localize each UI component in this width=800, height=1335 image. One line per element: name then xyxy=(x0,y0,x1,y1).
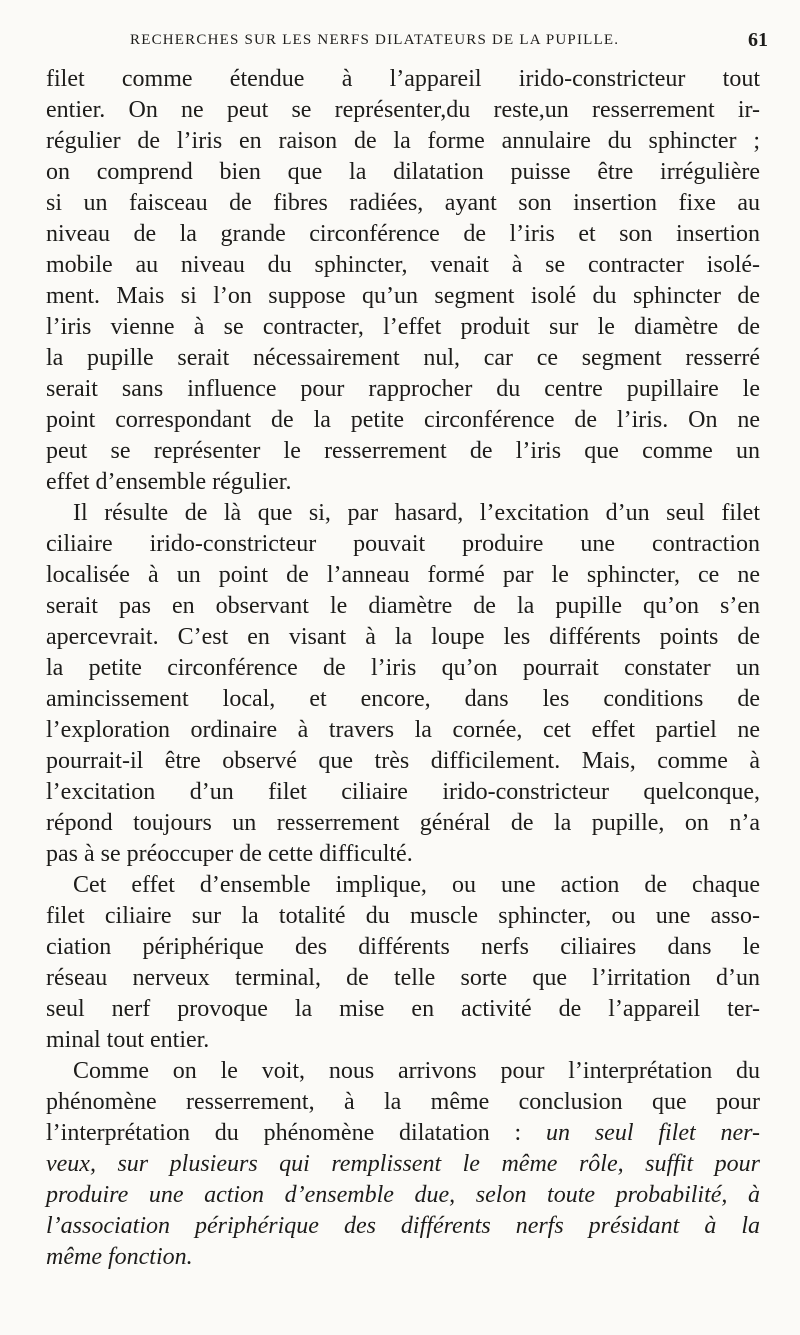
text-line: l’excitation d’un filet ciliaire irido-constricteur quelconque, xyxy=(46,779,760,805)
running-title: RECHERCHES SUR LES NERFS DILATATEURS DE LA PUPILLE. xyxy=(130,32,620,48)
text-line: la petite circonférence de l’iris qu’on pourrait constater un xyxy=(46,655,760,681)
text-line: entier. On ne peut se représenter,du reste,un resserrement ir- xyxy=(46,97,760,123)
text-line: si un faisceau de fibres radiées, ayant son insertion fixe au xyxy=(46,190,760,216)
text-line: filet ciliaire sur la totalité du muscle sphincter, ou une asso- xyxy=(46,903,760,929)
text-line: on comprend bien que la dilatation puisse être irrégulière xyxy=(46,159,760,185)
italic-line: l’association périphérique des différents nerfs présidant à la xyxy=(46,1213,760,1239)
paragraph-first-line: Comme on le voit, nous arrivons pour l’interprétation du xyxy=(73,1058,760,1084)
text-line: ciliaire irido-constricteur pouvait produire une contraction xyxy=(46,531,760,557)
running-head xyxy=(46,30,768,54)
italic-line: produire une action d’ensemble due, selon toute probabilité, à xyxy=(46,1182,760,1208)
body-text xyxy=(46,64,760,1273)
text-line: phénomène resserrement, à la même conclusion que pour xyxy=(46,1089,760,1115)
text-line: peut se représenter le resserrement de l’iris que comme un xyxy=(46,438,760,464)
italic-line: veux, sur plusieurs qui remplissent le même rôle, suffit pour xyxy=(46,1151,760,1177)
text-line: l’exploration ordinaire à travers la cornée, cet effet partiel ne xyxy=(46,717,760,743)
text-line: réseau nerveux terminal, de telle sorte que l’irritation d’un xyxy=(46,965,760,991)
text-line: filet comme étendue à l’appareil irido-constricteur tout xyxy=(46,66,760,92)
italic-segment: un seul filet ner- xyxy=(546,1120,760,1146)
text-line: régulier de l’iris en raison de la forme annulaire du sphincter ; xyxy=(46,128,760,154)
text-line: niveau de la grande circonférence de l’iris et son insertion xyxy=(46,221,760,247)
text-line: pas à se préoccuper de cette difficulté. xyxy=(46,841,413,867)
text-line: pourrait-il être observé que très difficilement. Mais, comme à xyxy=(46,748,760,774)
text-line: effet d’ensemble régulier. xyxy=(46,469,292,495)
text-line: amincissement local, et encore, dans les conditions de xyxy=(46,686,760,712)
mixed-text-line xyxy=(46,1118,760,1149)
paragraph-first-line: Cet effet d’ensemble implique, ou une action de chaque xyxy=(73,872,760,898)
text-line: apercevrait. C’est en visant à la loupe les différents points de xyxy=(46,624,760,650)
text-line: ciation périphérique des différents nerfs ciliaires dans le xyxy=(46,934,760,960)
text-line: répond toujours un resserrement général de la pupille, on n’a xyxy=(46,810,760,836)
roman-segment: l’interprétation du phénomène dilatation : xyxy=(46,1120,547,1146)
text-line: point correspondant de la petite circonférence de l’iris. On ne xyxy=(46,407,760,433)
text-line: mobile au niveau du sphincter, venait à se contracter isolé- xyxy=(46,252,760,278)
text-line: localisée à un point de l’anneau formé par le sphincter, ce ne xyxy=(46,562,760,588)
paragraph-first-line: Il résulte de là que si, par hasard, l’excitation d’un seul filet xyxy=(73,500,760,526)
text-line: serait pas en observant le diamètre de la pupille qu’on s’en xyxy=(46,593,760,619)
text-line: ment. Mais si l’on suppose qu’un segment isolé du sphincter de xyxy=(46,283,760,309)
text-line: serait sans influence pour rapprocher du centre pupillaire le xyxy=(46,376,760,402)
italic-line: même fonction. xyxy=(46,1244,193,1270)
text-line: seul nerf provoque la mise en activité de l’appareil ter- xyxy=(46,996,760,1022)
text-line: la pupille serait nécessairement nul, car ce segment resserré xyxy=(46,345,760,371)
text-line: minal tout entier. xyxy=(46,1027,210,1053)
text-line: l’iris vienne à se contracter, l’effet produit sur le diamètre de xyxy=(46,314,760,340)
page-number: 61 xyxy=(748,29,768,51)
